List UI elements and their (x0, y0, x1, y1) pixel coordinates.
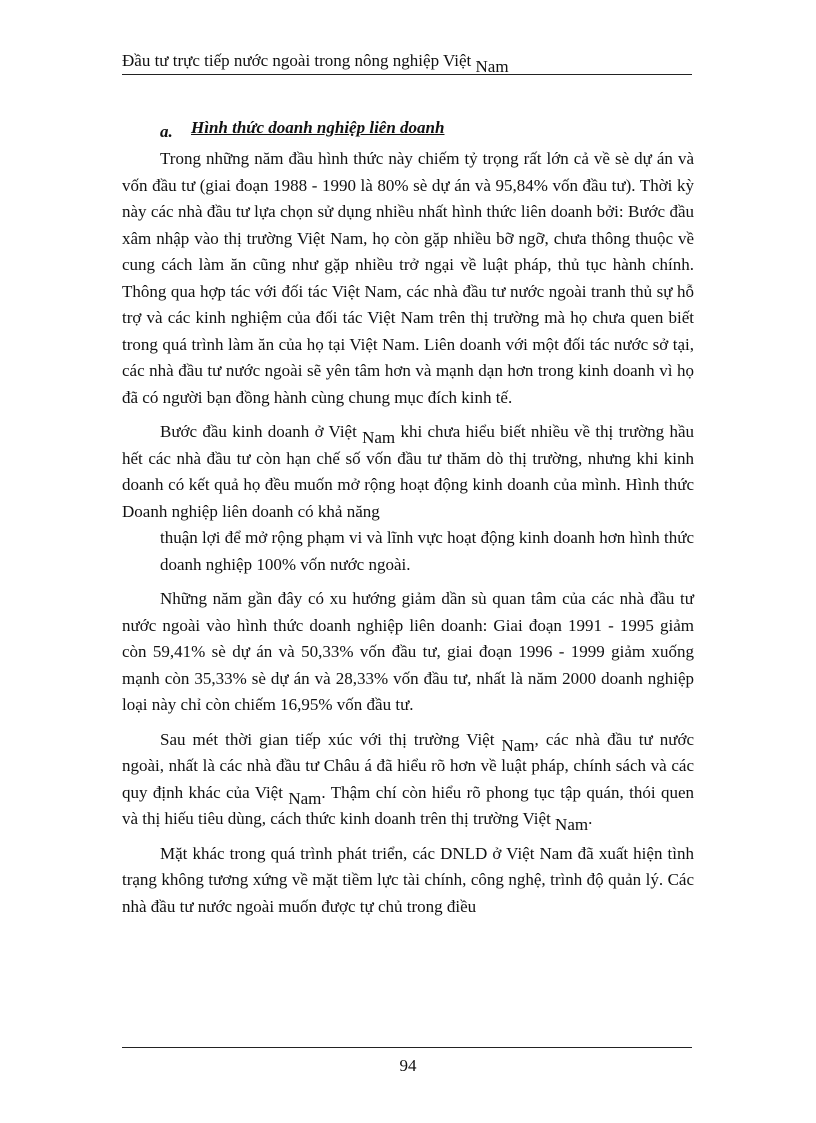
paragraph-2-sub: Nam (362, 428, 396, 447)
section-title: Hình thức doanh nghiệp liên doanh (191, 118, 445, 137)
paragraph-2 (122, 419, 694, 525)
paragraph-5-part-c: . Thậm chí còn hiểu rõ phong tục tập quán, thói quen và thị hiếu tiêu dùng, cách thức kinh doanh trên thị trường Việt (122, 782, 694, 828)
paragraph-5-part-d: . (588, 809, 593, 828)
section-number: a. (160, 122, 173, 141)
header-title-sub: Nam (475, 57, 509, 76)
running-header (122, 50, 692, 75)
paragraph-6: Mặt khác trong quá trình phát triển, các DNLD ở Việt Nam đã xuất hiện tình trạng không tương xứng về mặt tiềm lực tài chính, công nghệ, trình độ quản lý. Các nhà đầu tư nước ngoài muốn được tự chủ trong điều (122, 843, 694, 916)
paragraph-5-sub-2: Nam (288, 788, 322, 808)
paragraph-5-sub-3: Nam (555, 815, 589, 834)
paragraph-2-part-b: khi chưa hiểu biết nhiều về thị trường hầu hết các nhà đầu tư còn hạn chế số vốn đầu tư thăm dò thị trường, nhưng khi kinh doanh có kết quả họ đều muốn mở rộng hoạt động kinh doanh của mình. Hình thức Doanh nghiệp liên doanh có khả năng (122, 422, 694, 521)
paragraph-1: Trong những năm đầu hình thức này chiếm tỷ trọng rất lớn cả về sè dự án và vốn đầu tư (giai đoạn 1988 - 1990 là 80% sè dự án và 95,84% vốn đầu tư). Thời kỳ này các nhà đầu tư lựa chọn sử dụng nhiều nhất hình thức liên doanh bởi: Bước đầu xâm nhập vào thị trường Việt Nam, họ còn gặp nhiều bỡ ngỡ, chưa thông thuộc về cung cách làm ăn cũng như gặp nhiều trở ngại về luật pháp, thủ tục hành chính. Thông qua hợp tác với đối tác Việt Nam, các nhà đầu tư nước ngoài tranh thủ sự hỗ trợ và các kinh nghiệm của đối tác Việt Nam trên thị trường mà họ chưa quen biết trong quá trình làm ăn của họ tại Việt Nam. Liên doanh với một đối tác nước sở tại, các nhà đầu tư nước ngoài sẽ yên tâm hơn và mạnh dạn hơn trong kinh doanh vì họ đã có người bạn đồng hành cùng chung mục đích kinh tế. (122, 149, 694, 407)
page-number: 94 (399, 1056, 417, 1075)
paragraph-5-sub-1: Nam (501, 735, 535, 755)
body-text (122, 146, 694, 928)
paragraph-2-part-a: Bước đầu kinh doanh ở Việt (160, 422, 357, 441)
section-heading (160, 118, 445, 141)
header-title: Đầu tư trực tiếp nước ngoài trong nông nghiệp Việt (122, 51, 472, 70)
paragraph-5 (122, 727, 694, 833)
paragraph-4: Những năm gần đây có xu hướng giảm dần sù quan tâm của các nhà đầu tư nước ngoài vào hình thức doanh nghiệp liên doanh: Giai đoạn 1991 - 1995 giảm còn 59,41% sè dự án và 50,33% vốn đầu tư, giai đoạn 1996 - 1999 giảm xuống mạnh còn 35,33% sè dự án và 28,33% vốn đầu tư, nhất là năm 2000 doanh nghiệp loại này chỉ còn chiếm 16,95% vốn đầu tư. (122, 589, 694, 714)
paragraph-3: thuận lợi để mở rộng phạm vi và lĩnh vực hoạt động kinh doanh hơn hình thức doanh nghiệp 100% vốn nước ngoài. (160, 528, 694, 574)
footer-rule (122, 1047, 692, 1048)
paragraph-5-part-b: , các nhà đầu tư nước ngoài, nhất là các nhà đầu tư Châu á đã hiểu rõ hơn về luật pháp, chính sách và các quy định khác của Việt (122, 729, 694, 802)
paragraph-5-part-a: Sau mét thời gian tiếp xúc với thị trường Việt (160, 729, 495, 749)
